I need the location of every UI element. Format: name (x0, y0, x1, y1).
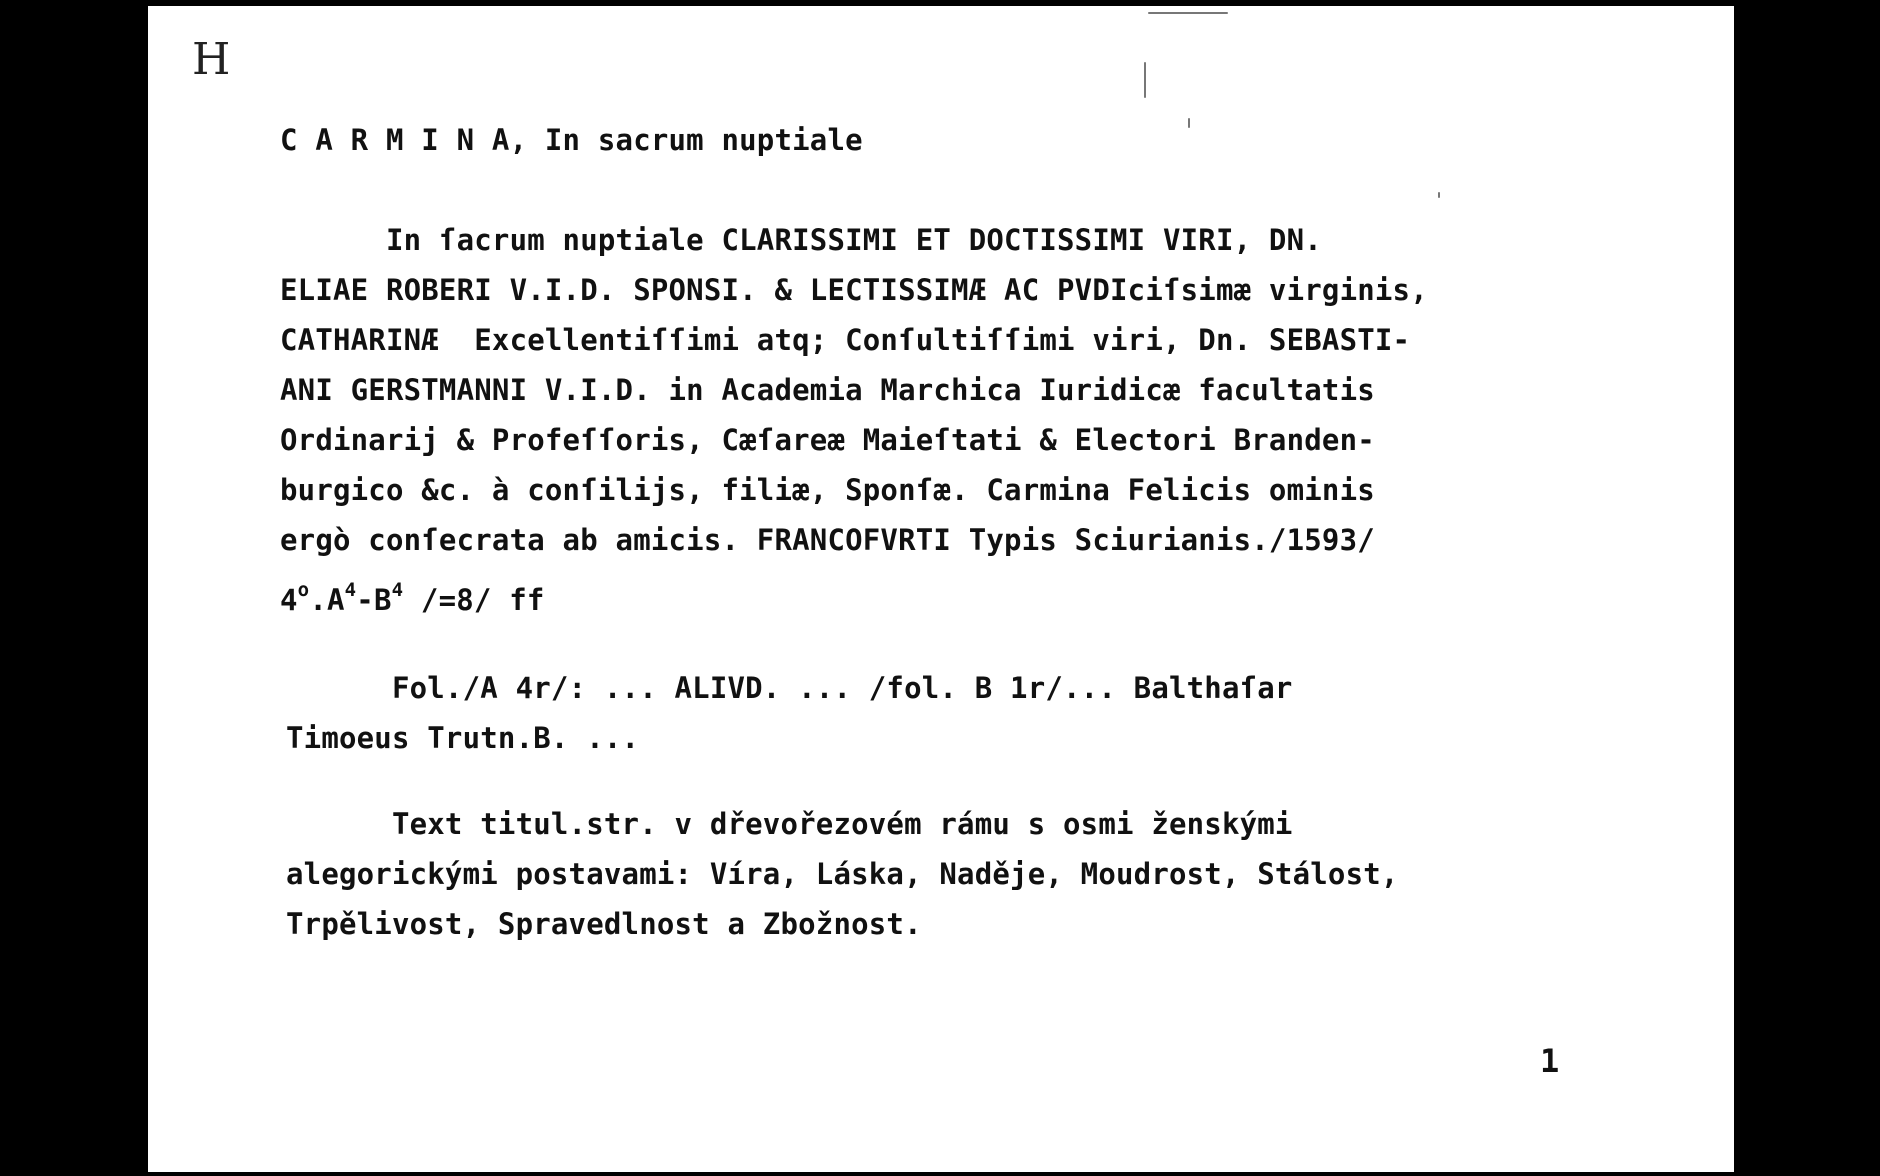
format-sup-2: 4 (344, 579, 357, 601)
folio-line: Fol./A 4r/: ... ALIVD. ... /fol. B 1r/... Balthaſar (286, 671, 1293, 705)
scan-speck (1148, 12, 1228, 14)
format-mid-2: -B (356, 583, 392, 617)
title-line: In ſacrum nuptiale CLARISSIMI ET DOCTISSIMI VIRI, DN. (280, 223, 1322, 257)
folio-line: Timoeus Trutn.B. ... (286, 721, 640, 755)
scan-speck (1438, 192, 1440, 198)
page-number: 1 (1540, 1042, 1560, 1080)
title-line: CATHARINÆ Excellentiſſimi atq; Conſultiſſimi viri, Dn. SEBASTI- (280, 323, 1411, 357)
format-prefix: 4 (280, 583, 298, 617)
format-mid-1: .A (309, 583, 345, 617)
title-line: Ordinarij & Profeſſoris, Cæſareæ Maieſtati & Electori Branden- (280, 423, 1375, 457)
card-heading: C A R M I N A, In sacrum nuptiale (280, 123, 863, 157)
format-line (280, 579, 545, 617)
title-line: ergò conſecrata ab amicis. FRANCOFVRTI Typis Sciurianis./1593/ (280, 523, 1375, 557)
title-line: burgico &c. à conſilijs, filiæ, Sponſæ. Carmina Felicis ominis (280, 473, 1375, 507)
title-line: ANI GERSTMANNI V.I.D. in Academia Marchica Iuridicæ facultatis (280, 373, 1375, 407)
scan-speck (1144, 62, 1146, 98)
catalog-card (148, 6, 1734, 1172)
corner-mark: H (192, 34, 231, 85)
note-line: Text titul.str. v dřevořezovém rámu s osmi ženskými (286, 807, 1293, 841)
title-line: ELIAE ROBERI V.I.D. SPONSI. & LECTISSIMÆ AC PVDIciſsimæ virginis, (280, 273, 1428, 307)
scan-speck (1188, 118, 1190, 128)
format-sup-3: 4 (391, 579, 404, 601)
format-sup-1: o (297, 579, 310, 601)
format-suffix: /=8/ ff (403, 583, 545, 617)
note-line: Trpělivost, Spravedlnost a Zbožnost. (286, 907, 922, 941)
note-line: alegorickými postavami: Víra, Láska, Naděje, Moudrost, Stálost, (286, 857, 1399, 891)
